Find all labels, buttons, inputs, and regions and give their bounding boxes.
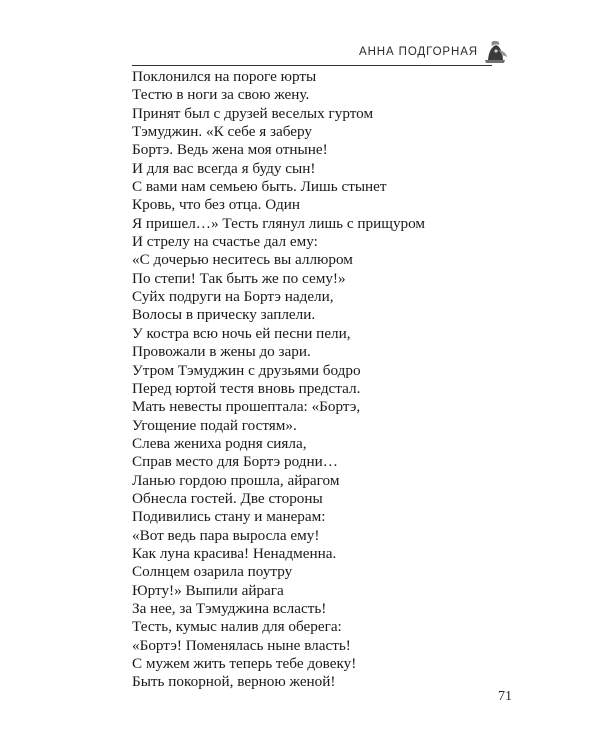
poem-line: У костра всю ночь ей песни пели, [132, 324, 351, 342]
poem-line: Быть покорной, верною женой! [132, 673, 336, 691]
poem-line: Кровь, что без отца. Один [132, 196, 300, 214]
poem-line: Я пришел…» Тесть глянул лишь с прищуром [132, 214, 426, 232]
poem-line: «С дочерью неситесь вы аллюром [132, 251, 353, 269]
poem-line: Принят был с друзей веселых гуртом [132, 104, 374, 122]
poem-line: «Вот ведь пара выросла ему! [132, 526, 320, 544]
poem-text [132, 68, 532, 692]
poem-line: Бортэ. Ведь жена моя отныне! [132, 141, 328, 159]
header-author-title: АННА ПОДГОРНАЯ [359, 46, 478, 58]
poem-line: Суйх подруги на Бортэ надели, [132, 288, 334, 306]
hat-logo-icon [480, 38, 510, 68]
running-header [132, 38, 510, 68]
poem-line: С вами нам семьею быть. Лишь стынет [132, 178, 387, 196]
poem-line: По степи! Так быть же по сему!» [132, 269, 346, 287]
poem-line: Перед юртой тестя вновь предстал. [132, 379, 361, 397]
poem-line: Подивились стану и манерам: [132, 508, 326, 526]
poem-line: Справ место для Бортэ родни… [132, 453, 338, 471]
header-rule [132, 65, 492, 66]
poem-line: За нее, за Тэмуджина всласть! [132, 599, 327, 617]
poem-line: Юрту!» Выпили айрага [132, 581, 284, 599]
poem-line: Солнцем озарила поутру [132, 563, 293, 581]
poem-line: Провожали в жены до зари. [132, 343, 311, 361]
poem-line: Ланью гордою прошла, айрагом [132, 471, 340, 489]
poem-line: Как луна красива! Ненадменна. [132, 544, 337, 562]
poem-line: Поклонился на пороге юрты [132, 68, 317, 85]
poem-line: Утром Тэмуджин с друзьями бодро [132, 361, 361, 379]
poem-line: Мать невесты прошептала: «Бортэ, [132, 398, 361, 416]
poem-line: Угощение подай гостям». [132, 416, 297, 434]
poem-line: Обнесла гостей. Две стороны [132, 489, 323, 507]
poem-line: Волосы в прическу заплели. [132, 306, 316, 324]
poem-line: И стрелу на счастье дал ему: [132, 233, 318, 251]
poem-line: Слева жениха родня сияла, [132, 434, 307, 452]
page-number: 71 [498, 689, 512, 704]
poem-line: С мужем жить теперь тебе довеку! [132, 655, 357, 672]
poem-line: «Бортэ! Поменялась ныне власть! [132, 636, 351, 654]
poem-line: Тэмуджин. «К себе я заберу [132, 123, 313, 141]
poem-line: Тестю в ноги за свою жену. [132, 86, 310, 104]
poem-line: Тесть, кумыс налив для оберега: [132, 618, 342, 636]
poem-line: И для вас всегда я буду сын! [132, 159, 316, 177]
